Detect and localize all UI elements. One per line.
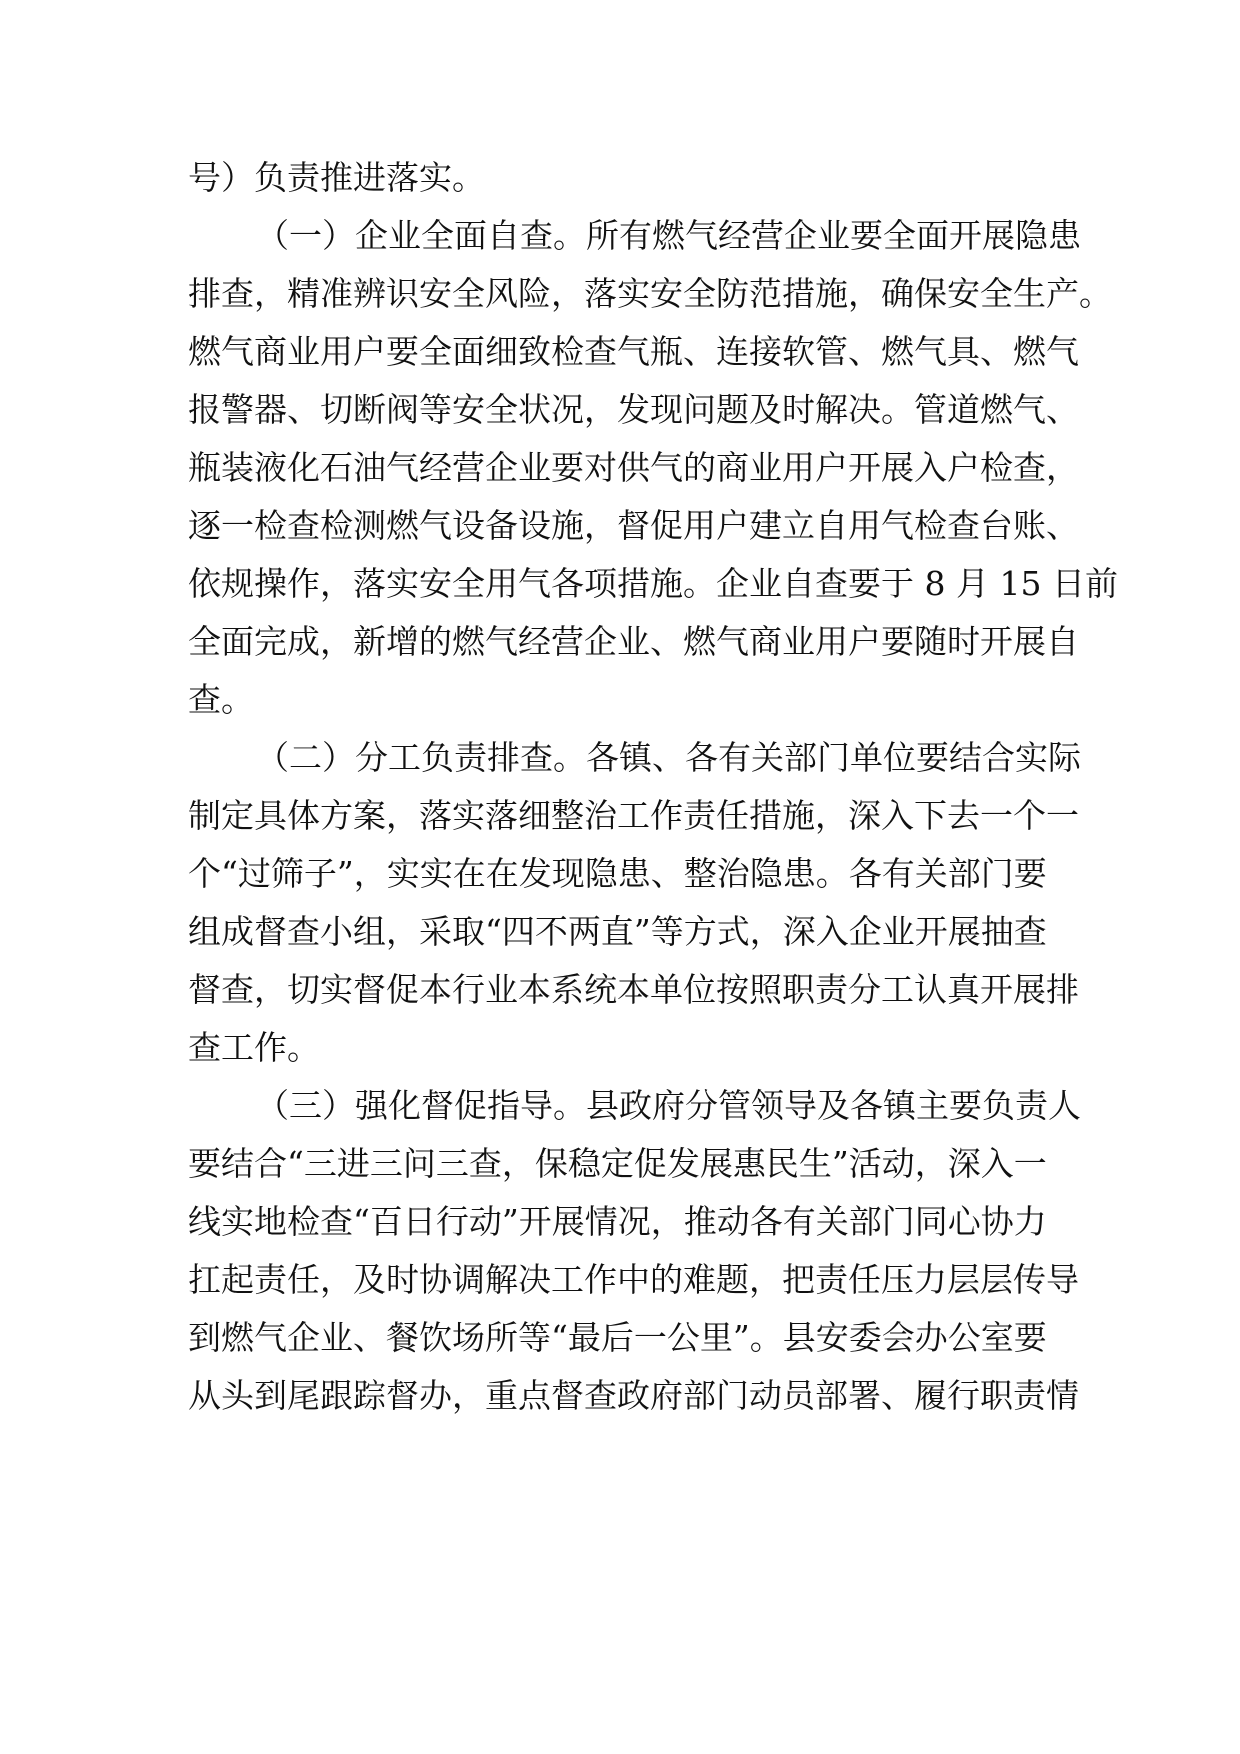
text-line: 督查，切实督促本行业本系统本单位按照职责分工认真开展排	[188, 970, 1079, 1009]
text-line: 制定具体方案，落实落细整治工作责任措施，深入下去一个一	[188, 796, 1079, 835]
paragraph-heading-1: （一）企业全面自查。所有燃气经营企业要全面开展隐患	[256, 216, 1081, 255]
text-line: 个“过筛子”，实实在在发现隐患、整治隐患。各有关部门要	[188, 854, 1047, 893]
text-line: 号）负责推进落实。	[188, 158, 485, 197]
text-line: 报警器、切断阀等安全状况，发现问题及时解决。管道燃气、	[188, 390, 1079, 429]
text-line: 线实地检查“百日行动”开展情况，推动各有关部门同心协力	[188, 1202, 1047, 1241]
text-line: 查工作。	[188, 1028, 320, 1067]
text-line: 排查，精准辨识安全风险，落实安全防范措施，确保安全生产。	[188, 274, 1112, 313]
text-line: 组成督查小组，采取“四不两直”等方式，深入企业开展抽查	[188, 912, 1047, 951]
text-line: 燃气商业用户要全面细致检查气瓶、连接软管、燃气具、燃气	[188, 332, 1079, 371]
text-line: 查。	[188, 680, 254, 719]
text-line: 到燃气企业、餐饮场所等“最后一公里”。县安委会办公室要	[188, 1318, 1047, 1357]
text-line: 全面完成，新增的燃气经营企业、燃气商业用户要随时开展自	[188, 622, 1079, 661]
text-line: 从头到尾跟踪督办，重点督查政府部门动员部署、履行职责情	[188, 1376, 1079, 1415]
text-line: 逐一检查检测燃气设备设施，督促用户建立自用气检查台账、	[188, 506, 1079, 545]
text-line: 瓶装液化石油气经营企业要对供气的商业用户开展入户检查，	[188, 448, 1079, 487]
paragraph-heading-2: （二）分工负责排查。各镇、各有关部门单位要结合实际	[256, 738, 1081, 777]
paragraph-heading-3: （三）强化督促指导。县政府分管领导及各镇主要负责人	[256, 1086, 1081, 1125]
text-line: 依规操作，落实安全用气各项措施。企业自查要于 8 月 15 日前	[188, 564, 1118, 603]
text-line: 要结合“三进三问三查，保稳定促发展惠民生”活动，深入一	[188, 1144, 1047, 1183]
text-line: 扛起责任，及时协调解决工作中的难题，把责任压力层层传导	[188, 1260, 1079, 1299]
